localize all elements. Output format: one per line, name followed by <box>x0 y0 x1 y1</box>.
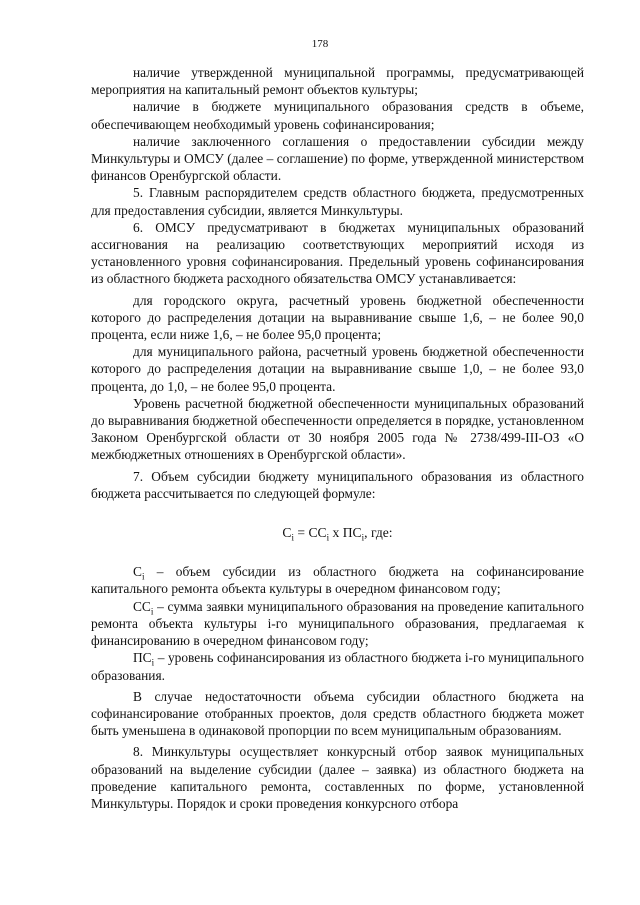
definition-symbol: СС <box>133 598 151 614</box>
definition-subscript: i <box>141 571 145 582</box>
paragraph: 5. Главным распорядителем средств областного бюджета, предусмотренных для предоставления субсидии, является Минкультуры. <box>91 185 584 218</box>
paragraph: для городского округа, расчетный уровень бюджетной обеспеченности которого до распределения дотации на выравнивание свыше 1,6, – не более 90,0 процента, если ниже 1,6, – не более 95,0 процента; <box>91 292 584 343</box>
formula <box>91 524 584 541</box>
definition-symbol: С <box>133 564 142 580</box>
document-body <box>91 64 584 812</box>
definition <box>91 649 584 683</box>
formula-mid: = СС <box>294 525 327 541</box>
formula-x: х ПС <box>329 525 362 541</box>
page-number: 178 <box>311 38 329 50</box>
formula-c: С <box>282 525 292 541</box>
definition-subscript: i <box>151 657 155 668</box>
paragraph: 6. ОМСУ предусматривают в бюджетах муниципальных образований ассигнования на реализацию соответствующих мероприятий исходя из установленного уровня софинансирования. Предельный уровень софинансирования из областного бюджета расходного обязательства ОМСУ устанавливается: <box>91 219 584 287</box>
definition-symbol: ПС <box>133 650 152 666</box>
paragraph: наличие заключенного соглашения о предоставлении субсидии между Минкультуры и ОМСУ (далее – соглашение) по форме, утвержденной министерством финансов Оренбургской области. <box>91 133 584 184</box>
definition-text: – объем субсидии из областного бюджета на софинансирование капитального ремонта объекта культуры в очередном финансовом году; <box>91 564 584 597</box>
definition <box>91 598 584 650</box>
definition-subscript: i <box>150 606 154 617</box>
paragraph: Уровень расчетной бюджетной обеспеченности муниципальных образований до выравнивания бюджетной обеспеченности определяется в порядке, установленном Законом Оренбургской области от 30 ноября 2005 года № 2738/499-III-ОЗ «О межбюджетных отношениях в Оренбургской области». <box>91 395 584 463</box>
paragraph: 7. Объем субсидии бюджету муниципального образования из областного бюджета рассчитывается по следующей формуле: <box>91 468 584 501</box>
definition-text: – уровень софинансирования из областного бюджета i-го муниципального образования. <box>91 650 584 683</box>
formula-sub: i <box>326 532 330 543</box>
paragraph: В случае недостаточности объема субсидии областного бюджета на софинансирование отобранных проектов, доля средств областного бюджета может быть уменьшена в одинаковой пропорции по всем муниципальным образованиям. <box>91 688 584 739</box>
formula-end: , где: <box>364 525 393 541</box>
paragraph: наличие утвержденной муниципальной программы, предусматривающей мероприятия на капитальный ремонт объектов культуры; <box>91 65 584 98</box>
definition-text: – сумма заявки муниципального образования на проведение капитального ремонта объекта культуры i-го муниципального образования, предлагаемая к финансированию в очередном финансовом году; <box>91 598 584 649</box>
paragraph: наличие в бюджете муниципального образования средств в объеме, обеспечивающем необходимый уровень софинансирования; <box>91 99 584 132</box>
paragraph: для муниципального района, расчетный уровень бюджетной обеспеченности которого до распределения дотации на выравнивание свыше 1,0, – не более 93,0 процента, до 1,0, – не более 95,0 процента. <box>91 344 584 394</box>
paragraph: 8. Минкультуры осуществляет конкурсный отбор заявок муниципальных образований на выделение субсидии (далее – заявка) из областного бюджета на проведение капитального ремонта, составленных по форме, установленной Минкультуры. Порядок и сроки проведения конкурсного отбора <box>91 744 584 811</box>
formula-sub: i <box>361 532 365 543</box>
definition <box>91 563 584 597</box>
formula-sub: i <box>291 532 295 543</box>
